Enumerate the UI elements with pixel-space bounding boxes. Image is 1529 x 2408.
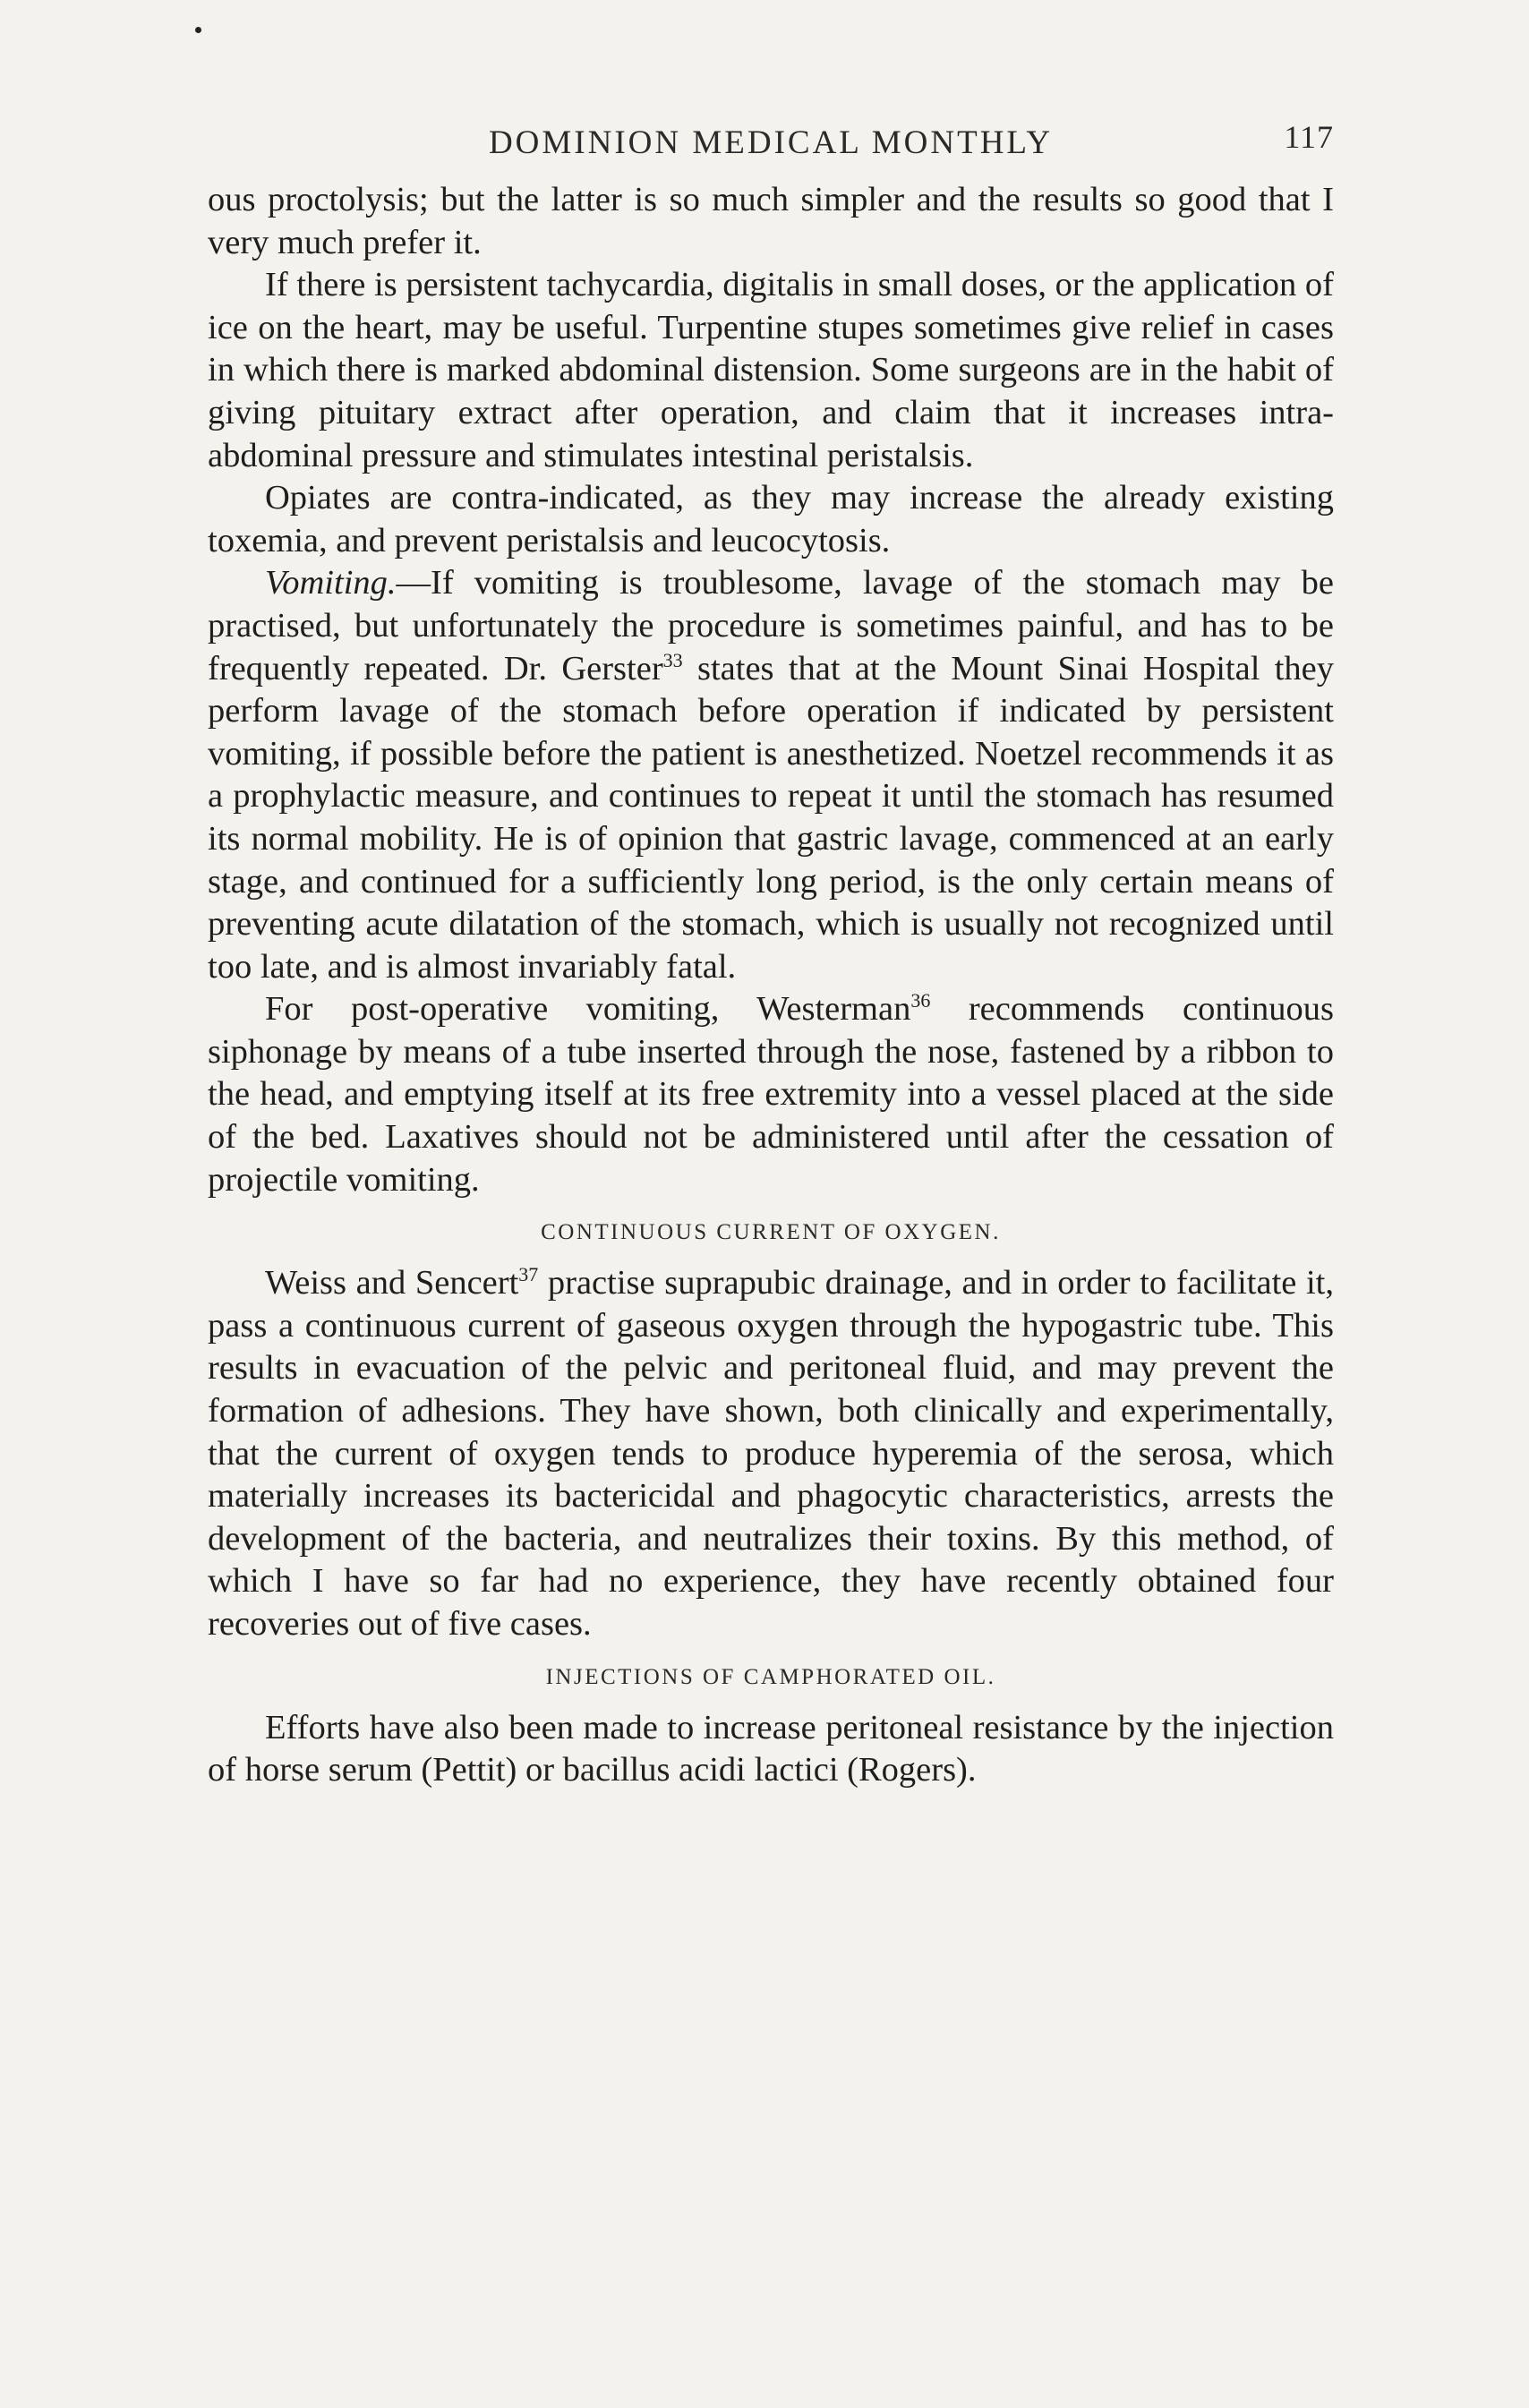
paragraph-opiates: Opiates are contra-indicated, as they may increase the already existing toxemia, and prevent peristalsis and leucocytosis. — [208, 479, 1334, 559]
paragraph-post-operative-vomiting — [208, 988, 1334, 1201]
footnote-ref-36: 36 — [910, 989, 931, 1012]
page-number: 117 — [1284, 119, 1334, 155]
document-page — [208, 107, 1334, 1792]
oxygen-text-a: Weiss and Sencert — [265, 1264, 519, 1302]
vomiting-run-in-heading: Vomiting. — [265, 564, 397, 602]
paragraph-tachycardia: If there is persistent tachycardia, digitalis in small doses, or the application of ice on the heart, may be useful. Turpentine stupes sometimes give relief in cases in which there is marked abdominal distension. Some surgeons are in the habit of giving pituitary extract after operation, and claim that it increases intra-abdominal pressure and stimulates intestinal peristalsis. — [208, 266, 1334, 474]
oxygen-text-b: practise suprapubic drainage, and in order to facilitate it, pass a continuous current of gaseous oxygen through the hypogastric tube. This results in evacuation of the pelvic and peritoneal fluid, and may prevent the formation of adhesions. They have shown, both clinically and experimentally, that the current of oxygen tends to produce hyperemia of the serosa, which materially increases its bactericidal and phagocytic characteristics, arrests the development of the bacteria, and neutralizes their toxins. By this method, of which I have so far had no experience, they have recently obtained four recoveries out of five cases. — [208, 1264, 1334, 1643]
running-header — [208, 107, 1334, 179]
paragraph-camphorated-oil: Efforts have also been made to increase peritoneal resistance by the injection of horse serum (Pettit) or bacillus acidi lactici (Rogers). — [208, 1708, 1334, 1789]
vomiting-text-b: states that at the Mount Sinai Hospital they perform lavage of the stomach before operation if indicated by persistent vomiting, if possible before the patient is anesthetized. Noetzel recommends it as a prophylactic measure, and continues to repeat it until the stomach has resumed its normal mobility. He is of opinion that gastric lavage, commenced at an early stage, and continued for a sufficiently long period, is the only certain means of preventing acute dilatation of the stomach, which is usually not recognized until too late, and is almost invariably fatal. — [208, 649, 1335, 986]
vomiting-text-a: —If vomiting is troublesome, lavage of the stomach may be practised, but unfortunately the procedure is sometimes painful, and has to be frequently repeated. Dr. Gerster — [208, 564, 1334, 687]
paragraph-oxygen — [208, 1262, 1334, 1645]
westerman-text-b: recommends continuous siphonage by means of a tube inserted through the nose, fastened by a ribbon to the head, and emptying itself at its free extremity into a vessel placed at the side of the bed. Laxatives should not be administered until after the cessation of projectile vomiting. — [208, 990, 1334, 1199]
footnote-ref-33: 33 — [662, 648, 683, 671]
article-body — [208, 179, 1334, 1792]
westerman-text-a: For post-operative vomiting, Westerman — [265, 990, 911, 1029]
journal-title: DOMINION MEDICAL MONTHLY — [488, 124, 1054, 161]
paragraph-continuation: ous proctolysis; but the latter is so much simpler and the results so good that I very much prefer it. — [208, 181, 1334, 261]
scan-speck — [195, 27, 201, 33]
section-heading-camphorated-oil: INJECTIONS OF CAMPHORATED OIL. — [545, 1664, 996, 1689]
paragraph-vomiting — [208, 562, 1334, 988]
footnote-ref-37: 37 — [518, 1263, 539, 1286]
section-heading-oxygen: CONTINUOUS CURRENT OF OXYGEN. — [541, 1220, 1001, 1245]
